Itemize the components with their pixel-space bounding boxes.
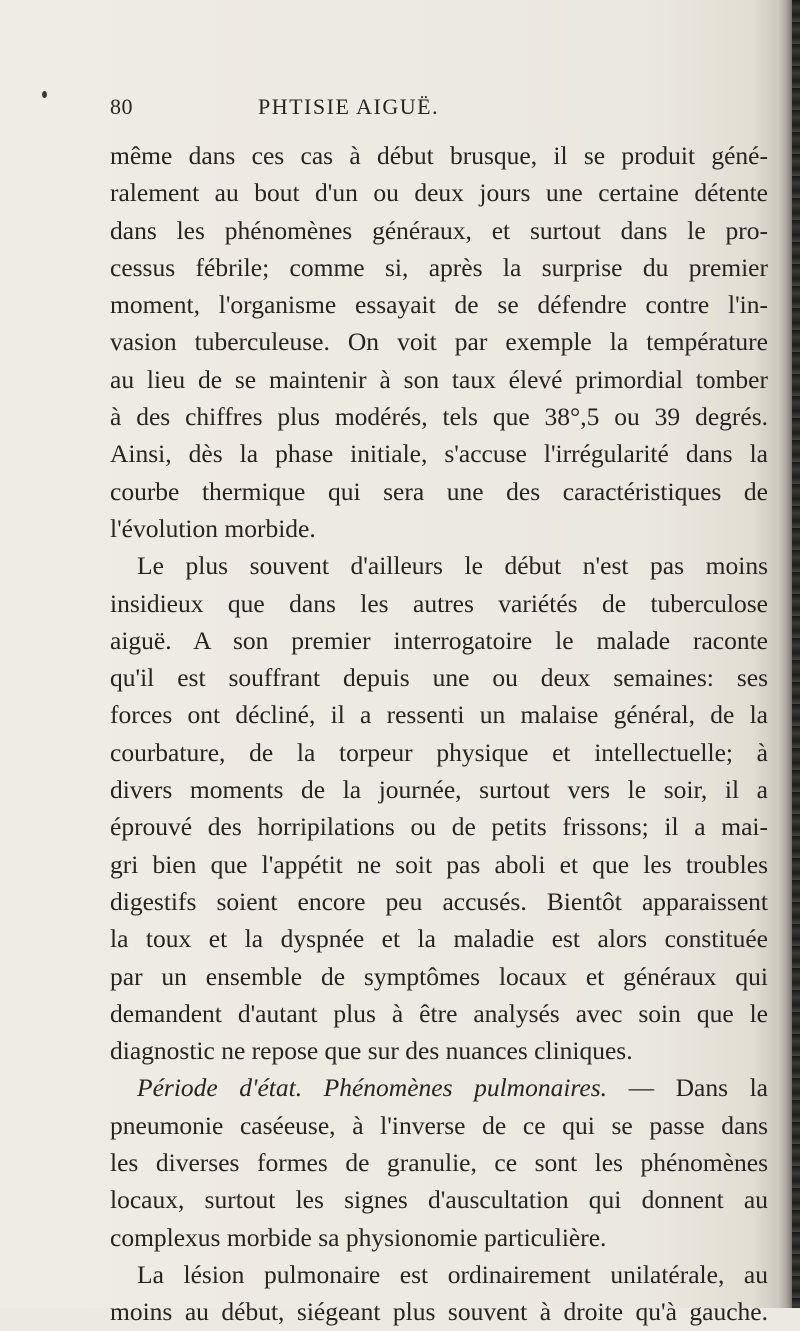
text-line: gri bien que l'appétit ne soit pas aboli et que les troubles	[110, 849, 768, 879]
section-heading-continuation: — Dans la	[607, 1073, 768, 1103]
text-line: à des chiffres plus modérés, tels que 38°,5 ou 39 degrés.	[110, 402, 768, 432]
text-line: forces ont décliné, il a ressenti un malaise général, de la	[110, 700, 768, 730]
text-line: par un ensemble de symptômes locaux et généraux qui	[110, 961, 768, 991]
text-line: éprouvé des horripilations ou de petits frissons; il a mai-	[110, 812, 768, 842]
text-line: la toux et la dyspnée et la maladie est alors constituée	[110, 924, 768, 954]
text-line: les diverses formes de granulie, ce sont les phénomènes	[110, 1148, 768, 1178]
text-line: qu'il est souffrant depuis une ou deux semaines: ses	[110, 663, 768, 693]
text-line: divers moments de la journée, surtout vers le soir, il a	[110, 775, 768, 805]
text-line: diagnostic ne repose que sur des nuances cliniques.	[110, 1036, 633, 1066]
text-line: Le plus souvent d'ailleurs le début n'est pas moins	[137, 551, 768, 581]
text-line: Ainsi, dès la phase initiale, s'accuse l'irrégularité dans la	[110, 439, 768, 469]
text-line: courbe thermique qui sera une des caractéristiques de	[110, 476, 768, 506]
text-line: dans les phénomènes généraux, et surtout dans le pro-	[110, 215, 768, 245]
text-line: moment, l'organisme essayait de se défendre contre l'in-	[110, 290, 768, 320]
text-line: moins au début, siégeant plus souvent à droite qu'à gauche.	[110, 1297, 768, 1327]
text-line: locaux, surtout les signes d'auscultation qui donnent au	[110, 1185, 768, 1215]
text-line: digestifs soient encore peu accusés. Bientôt apparaissent	[110, 886, 768, 916]
text-line: complexus morbide sa physionomie particulière.	[110, 1222, 607, 1252]
book-binding-edge	[792, 0, 800, 1308]
page-number: 80	[110, 94, 133, 119]
body-text	[110, 137, 768, 1331]
text-line: demandent d'autant plus à être analysés avec soin que le	[110, 998, 768, 1028]
text-line: courbature, de la torpeur physique et intellectuelle; à	[110, 737, 768, 767]
text-line: au lieu de se maintenir à son taux élevé primordial tomber	[110, 364, 768, 394]
text-line: même dans ces cas à début brusque, il se produit géné-	[110, 141, 768, 170]
section-heading: Période d'état. Phénomènes pulmonaires.	[137, 1073, 608, 1103]
text-line: vasion tuberculeuse. On voit par exemple la température	[110, 327, 768, 357]
text-line: pneumonie caséeuse, à l'inverse de ce qui se passe dans	[110, 1110, 768, 1140]
page-header	[0, 94, 800, 124]
text-line: aiguë. A son premier interrogatoire le malade raconte	[110, 625, 768, 655]
text-line: l'évolution morbide.	[110, 513, 316, 543]
text-line: ralement au bout d'un ou deux jours une certaine détente	[110, 178, 768, 208]
section-heading-line	[110, 1069, 768, 1106]
text-line: cessus fébrile; comme si, après la surprise du premier	[110, 252, 768, 282]
text-line: La lésion pulmonaire est ordinairement unilatérale, au	[137, 1259, 768, 1289]
running-title: PHTISIE AIGUË.	[258, 94, 440, 119]
text-line: insidieux que dans les autres variétés de tuberculose	[110, 588, 768, 618]
